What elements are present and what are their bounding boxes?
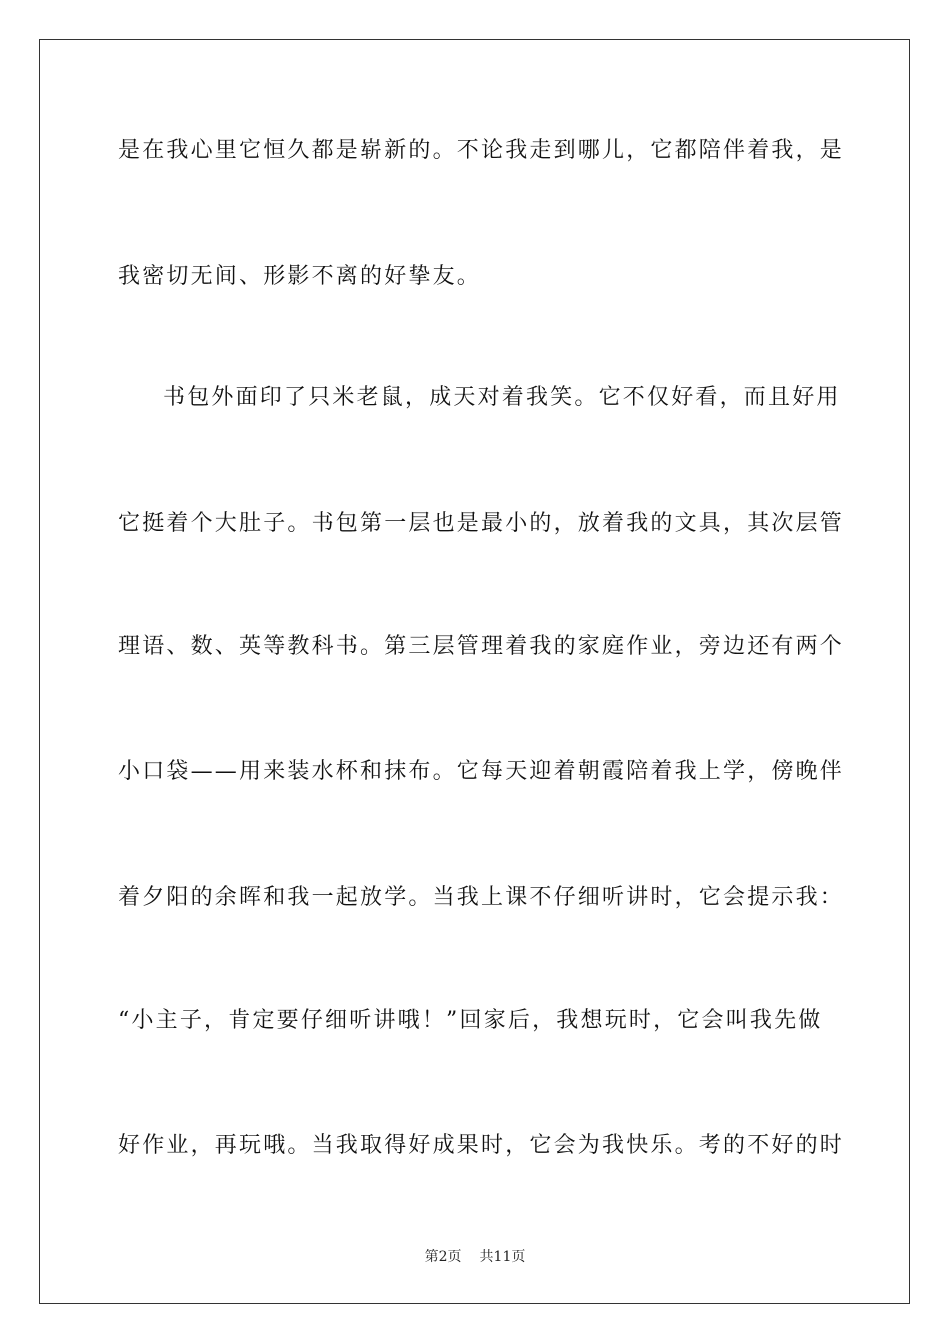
body-text-line: “小主子，肯定要仔细听讲哦！”回家后，我想玩时，它会叫我先做 <box>118 1008 823 1033</box>
page-border <box>39 39 910 1304</box>
body-text-line: 理语、数、英等教科书。第三层管理着我的家庭作业，旁边还有两个 <box>118 634 845 659</box>
body-text-line: 好作业，再玩哦。当我取得好成果时，它会为我快乐。考的不好的时 <box>118 1133 845 1158</box>
body-text-line: 着夕阳的余晖和我一起放学。当我上课不仔细听讲时，它会提示我： <box>118 885 845 910</box>
body-text-line: 是在我心里它恒久都是崭新的。不论我走到哪儿，它都陪伴着我，是 <box>118 138 845 163</box>
body-text-line: 我密切无间、形影不离的好挚友。 <box>118 264 482 289</box>
page-footer <box>0 1248 950 1266</box>
page-number: 第2页 <box>424 1249 462 1265</box>
paragraph-start-line: 书包外面印了只米老鼠，成天对着我笑。它不仅好看，而且好用 <box>163 385 841 410</box>
body-text-line: 小口袋——用来装水杯和抹布。它每天迎着朝霞陪着我上学，傍晚伴 <box>118 759 845 784</box>
page-total: 共11页 <box>479 1249 526 1265</box>
body-text-line: 它挺着个大肚子。书包第一层也是最小的，放着我的文具，其次层管 <box>118 511 845 536</box>
